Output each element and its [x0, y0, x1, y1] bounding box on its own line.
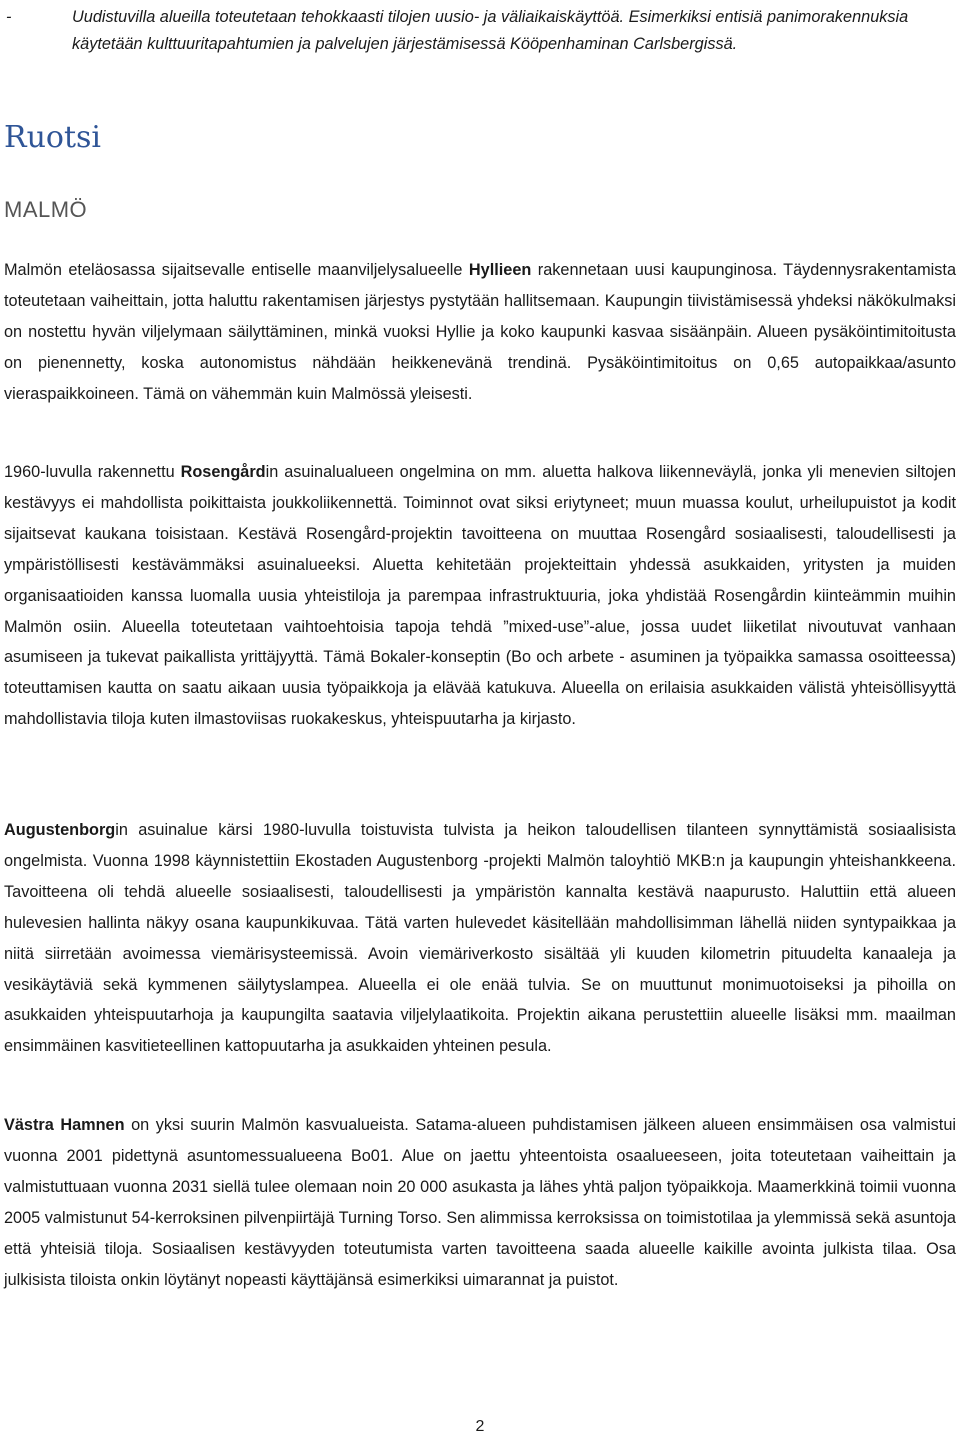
bullet-marker: - [6, 8, 12, 26]
bullet-item [4, 4, 954, 58]
paragraph-vastra-hamnen [4, 1110, 956, 1295]
bold-term-hyllie: Hyllieen [468, 261, 532, 279]
paragraph-text: in asuinalualueen ongelmina on mm. aluetta halkova liikenneväylä, jonka yli menevien siltojen kestävyys ei mahdollista poikittaista joukkoliikennettä. Toiminnot ovat siksi eriytyneet; muun muassa koulut, urheilupuistot ja kodit sijaitsevat kaukana toisistaan. Kestävä Rosengård-projektin tavoitteena on muuttaa Rosengård sosiaalisesti, taloudellisesti ja ympäristöllisesti kestävämmäksi asuinalueeksi. Aluetta kehitetään projekteittain yhdessä asukkaiden, yritysten ja muiden organisaatioiden kanssa luomalla uusia yhteistiloja ja parempaa infrastruktuuria, joka yhdistää Rosengårdin kiinteämmin muihin Malmön osiin. Alueella toteutetaan vaihtoehtoisia tapoja tehdä ”mixed-use”-alue, jossa uudet liiketilat nivoutuvat vanhaan asumiseen ja tukevat paikallista yrittäjyyttä. Tämä Bokaler-konseptin (Bo och arbete - asuminen ja työpaikka samassa osoitteessa) toteuttamisen kautta on saatu aikaan uusia työpaikkoja ja elävää katukuva. Alueella on erilaisia asukkaiden välistä yhteisöllisyyttä mahdollistavia tiloja kuten ilmastoviisas ruokakeskus, yhteispuutarha ja kirjasto. [4, 463, 956, 729]
paragraph-text: 1960-luvulla rakennettu [4, 463, 181, 481]
paragraph-text: in asuinalue kärsi 1980-luvulla toistuvista tulvista ja heikon taloudellisen tilanteen synnyttämistä sosiaalisista ongelmista. Vuonna 1998 käynnistettiin Ekostaden Augustenborg -projekti Malmön taloyhtiö MKB:n ja kaupungin yhteishankkeena. Tavoitteena oli tehdä alueelle sosiaalisesti, taloudellisesti ja ympäristön kannalta kestävä naapurusto. Haluttiin että alueen hulevesien hallinta näkyy osana kaupunkikuvaa. Tätä varten hulevedet käsitellään mahdollisimman lähellä niiden syntypaikkaa ja niitä siirretään avoimessa viemärisysteemissä. Avoin viemäriverkosto sisältää yli kuuden kilometrin pituudelta kanaaleja ja vesikäytäviä sekä kymmenen säilytyslampea. Alueella ei ole enää tulvia. Se on muuttunut monimuotoiseksi ja pihoilla on asukkaiden yhteispuutarhoja ja kaupungilta saatavia viljelylaatikoita. Projektin aikana perustettiin alueelle lisäksi mm. maailman ensimmäinen kasvitieteellinen kattopuutarha ja asukkaiden yhteinen pesula. [4, 821, 956, 1056]
bold-term-augustenborg: Augustenborg [4, 821, 116, 839]
paragraph-text: on yksi suurin Malmön kasvualueista. Satama-alueen puhdistamisen jälkeen alueen ensimmäisen osa valmistui vuonna 2001 pidettynä asuntomessualueena Bo01. Alue on jaettu yhteentoista osaalueeseen, joita toteutetaan vaiheittain ja valmistuttuaan vuonna 2031 siellä tulee olemaan noin 20 000 asukasta ja lähes yhtä paljon työpaikkoja. Maamerkkinä toimii vuonna 2005 valmistunut 54-kerroksinen pilvenpiirtäjä Turning Torso. Sen alimmissa kerroksissa on toimistotilaa ja ylemmissä sekä asuntoja että yhteisiä tiloja. Sosiaalisen kestävyyden toteutumista varten tavoitteena saada alueelle kaikille avointa julkista tilaa. Osa julkisista tiloista onkin löytänyt nopeasti käyttäjänsä esimerkiksi uimarannat ja puistot. [4, 1116, 956, 1289]
country-heading: Ruotsi [4, 120, 102, 155]
paragraph-rosengard [4, 457, 956, 735]
bold-term-rosengard: Rosengård [180, 463, 266, 481]
bullet-text: Uudistuvilla alueilla toteutetaan tehokkaasti tilojen uusio- ja väliaikaiskäyttöä. Esimerkiksi entisiä panimorakennuksia käytetään kulttuuritapahtumien ja palvelujen järjestämisessä Kööpenhaminan Carlsbergissä. [72, 8, 909, 53]
paragraph-text: rakennetaan uusi kaupunginosa. Täydennysrakentamista toteutetaan vaiheittain, jotta haluttu rakentamisen järjestys pystytään hallitsemaan. Kaupungin tiivistämisessä yhdeksi näkökulmaksi on nostettu hyvän viljelymaan säilyttäminen, minkä vuoksi Hyllie ja koko kaupunki kasvaa sisäänpäin. Alueen pysäköintimitoitusta on pienennetty, koska autonomistus nähdään heikkenevänä trendinä. Pysäköintimitoitus on 0,65 autopaikkaa/asunto vieraspaikkoineen. Tämä on vähemmän kuin Malmössä yleisesti. [4, 261, 957, 403]
paragraph-augustenborg [4, 815, 956, 1062]
paragraph-text: Malmön eteläosassa sijaitsevalle entiselle maanviljelysalueelle [4, 261, 469, 279]
city-heading: MALMÖ [4, 197, 88, 222]
page-number: 2 [475, 1418, 485, 1435]
bold-term-vastra-hamnen: Västra Hamnen [4, 1116, 125, 1134]
paragraph-hyllie [4, 255, 956, 410]
